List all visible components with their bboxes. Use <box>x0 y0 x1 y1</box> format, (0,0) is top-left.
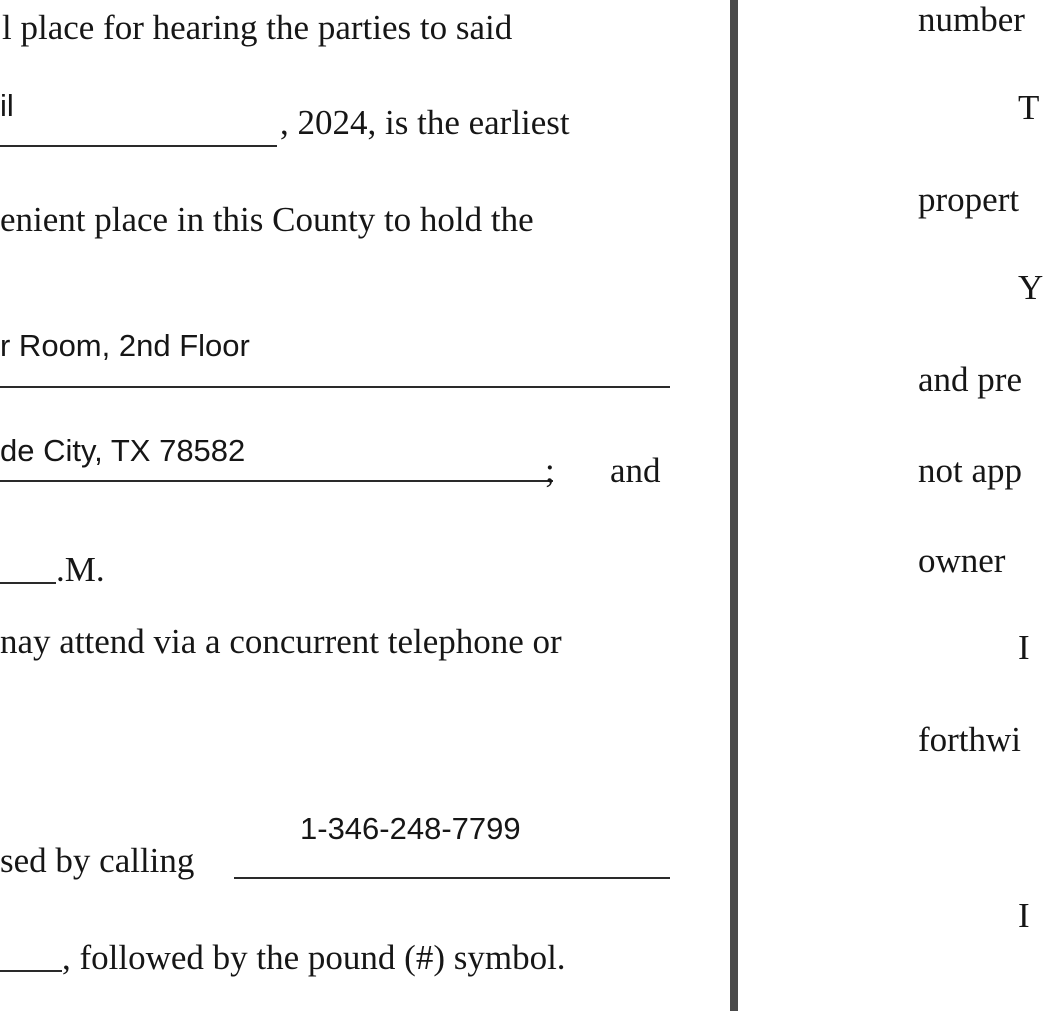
right-line-5: and pre <box>918 360 1022 399</box>
text-line-9: , followed by the pound (#) symbol. <box>62 938 566 977</box>
text-line-2: , 2024, is the earliest <box>280 103 570 142</box>
text-line-7: nay attend via a concurrent telephone or <box>0 622 562 661</box>
fill-room: r Room, 2nd Floor <box>0 328 250 363</box>
right-line-7: owner <box>918 541 1006 580</box>
text-and: and <box>610 451 661 490</box>
blank-line-code <box>0 970 62 972</box>
right-line-1: number <box>918 0 1025 39</box>
right-line-10: I <box>1018 896 1030 935</box>
blank-line-city <box>0 480 553 482</box>
right-line-9: forthwi <box>918 720 1022 759</box>
blank-line-month <box>0 145 277 147</box>
text-line-3: enient place in this County to hold the <box>0 200 534 239</box>
right-line-6: not app <box>918 451 1023 490</box>
blank-line-ampm <box>0 582 56 584</box>
blank-line-phone <box>234 877 670 879</box>
text-line-1: l place for hearing the parties to said <box>2 8 513 47</box>
blank-line-room <box>0 386 670 388</box>
right-line-4: Y <box>1018 268 1043 307</box>
text-line-8: sed by calling <box>0 841 195 880</box>
right-line-3: propert <box>918 180 1020 219</box>
text-line-6: .M. <box>56 550 105 589</box>
right-line-8: I <box>1018 628 1030 667</box>
fill-city: de City, TX 78582 <box>0 433 246 468</box>
fill-month: il <box>0 88 14 123</box>
column-divider <box>730 0 738 1011</box>
fill-phone: 1-346-248-7799 <box>300 811 521 846</box>
semicolon: ; <box>545 451 555 490</box>
right-line-2: T <box>1018 88 1040 127</box>
